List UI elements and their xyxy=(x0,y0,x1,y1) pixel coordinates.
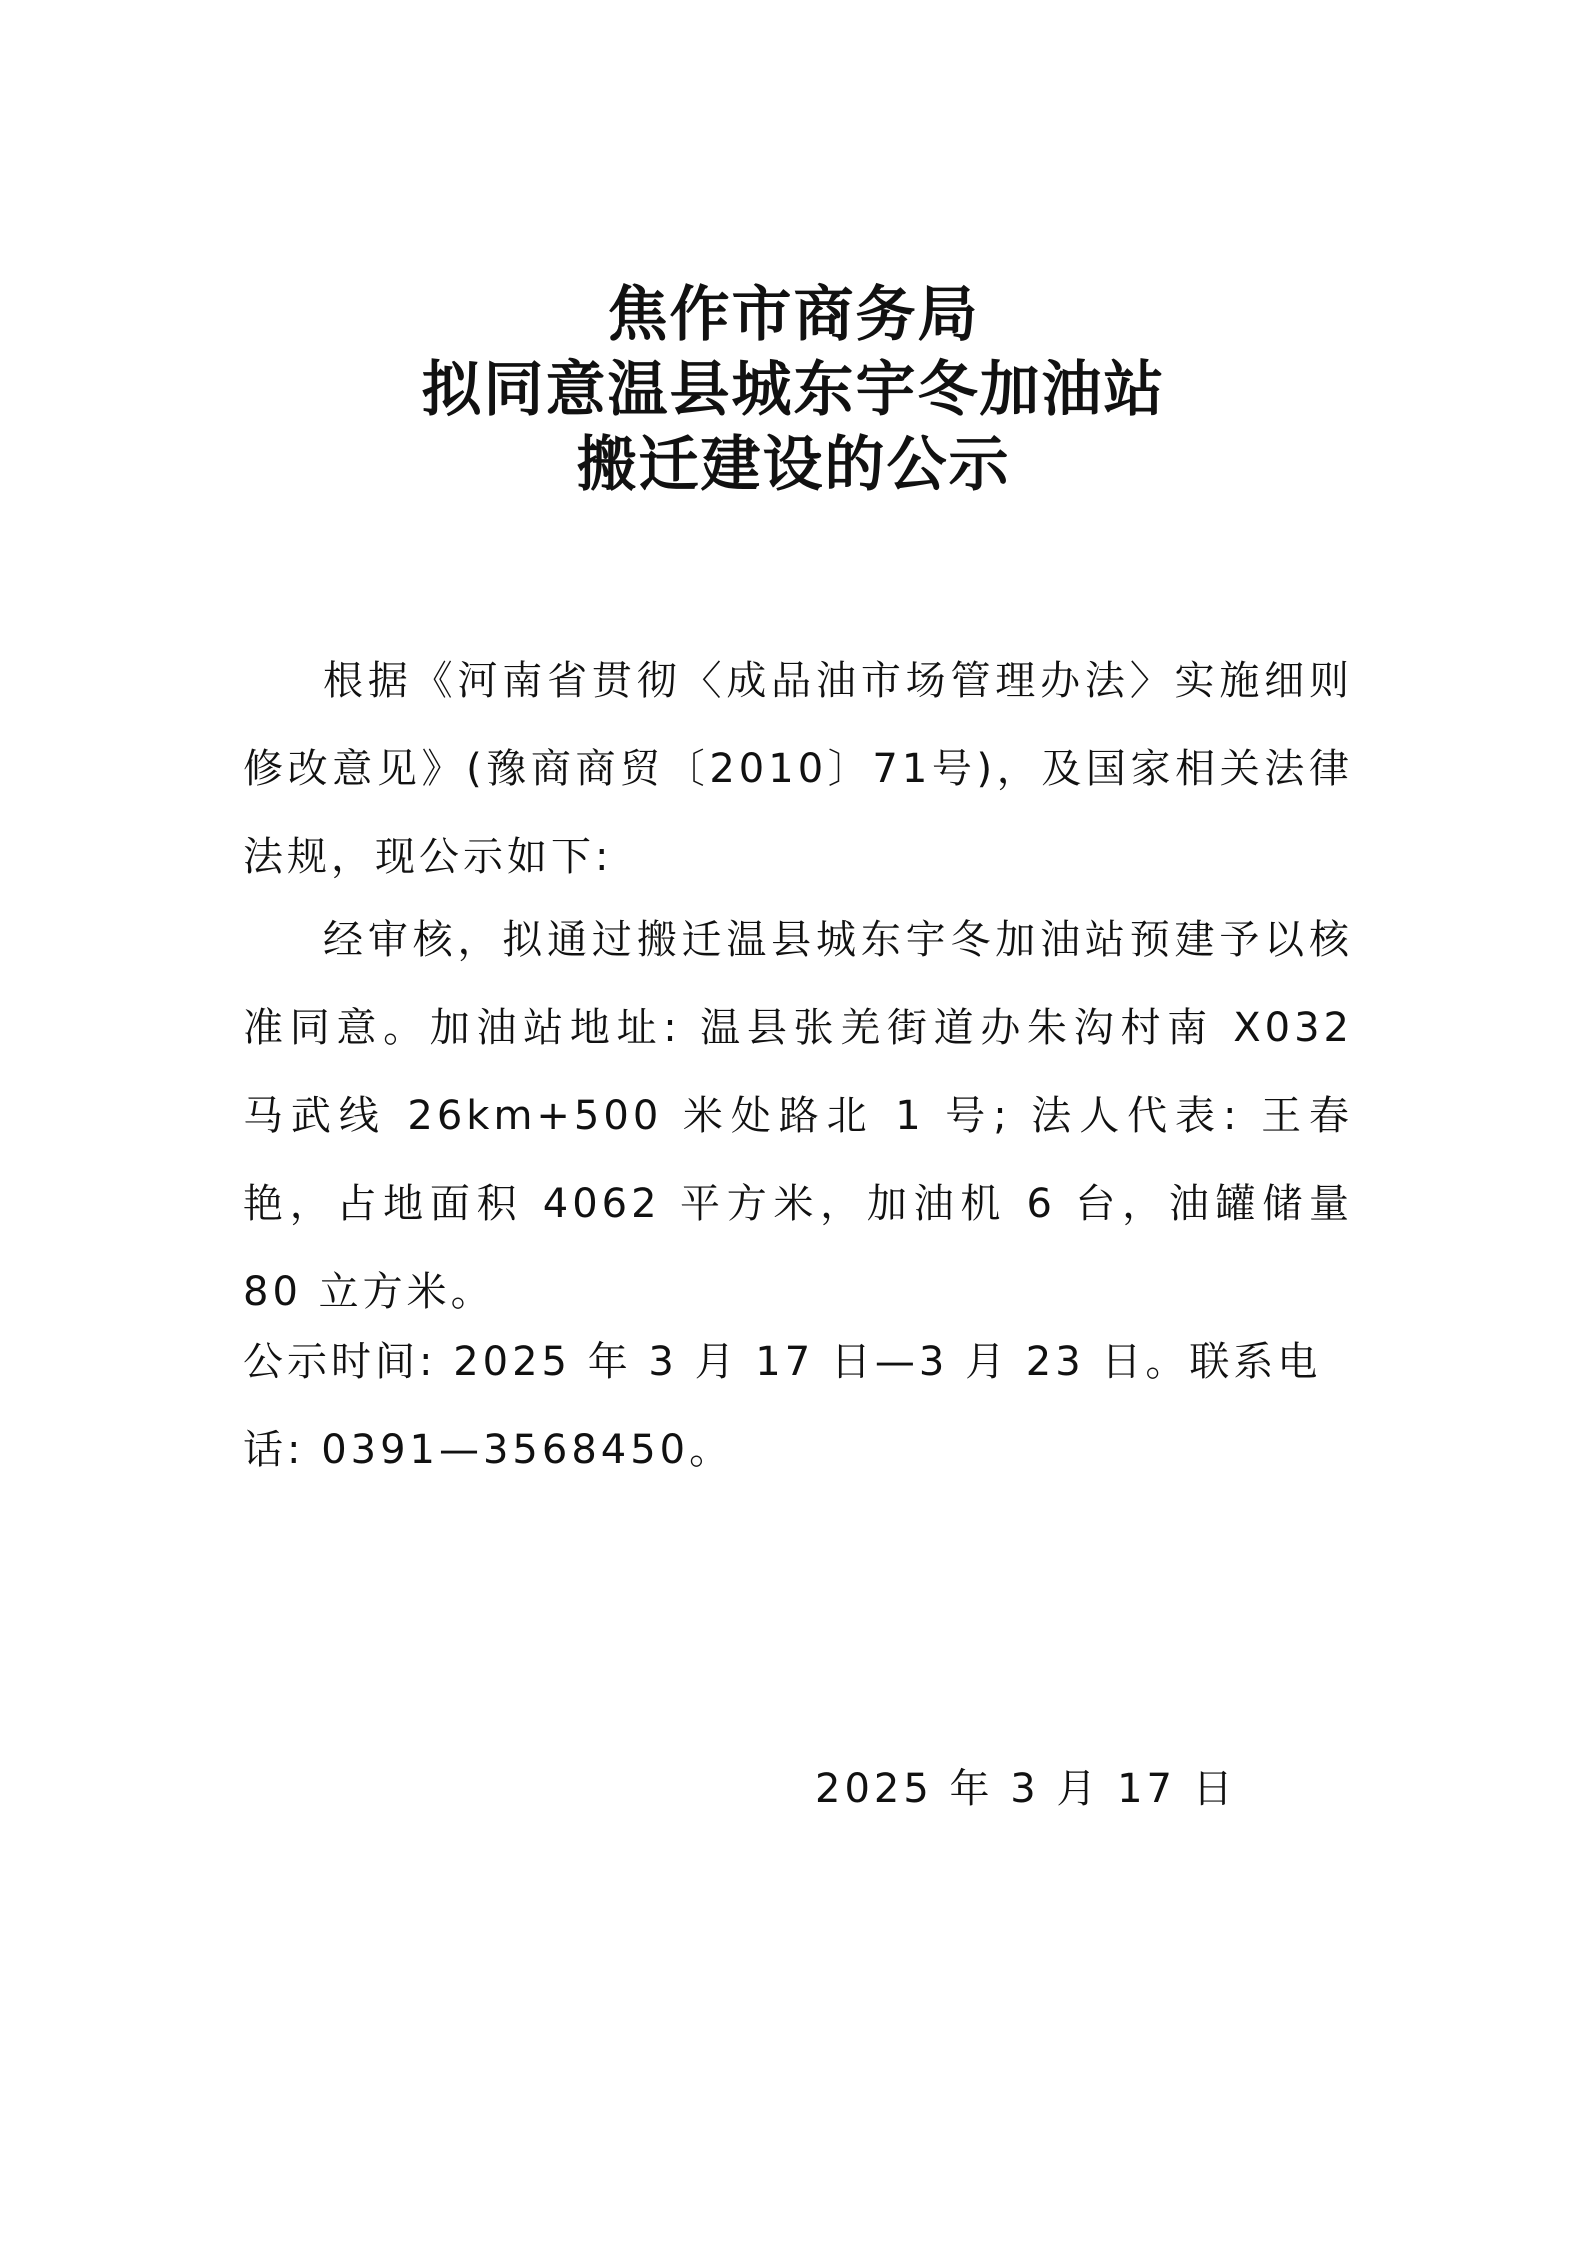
signature-date: 2025 年 3 月 17 日 xyxy=(815,1766,1237,1812)
paragraph-legal-basis xyxy=(243,637,1353,901)
title-line-subject: 拟同意温县城东宇冬加油站 xyxy=(421,355,1166,425)
paragraph-legal-basis-text: 根据《河南省贯彻〈成品油市场管理办法〉实施细则修改意见》(豫商商贸〔2010〕71号)，及国家相关法律法规，现公示如下: xyxy=(243,658,1353,880)
title-line-notice: 搬迁建设的公示 xyxy=(576,430,1011,500)
title-line-issuer: 焦作市商务局 xyxy=(607,280,980,350)
paragraph-approval-details xyxy=(243,896,1353,1336)
notice-period-contact: 公示时间: 2025 年 3 月 17 日—3 月 23 日。联系电话: 0391—3568450。 xyxy=(243,1339,1322,1473)
document-title xyxy=(0,278,1587,503)
paragraph-approval-details-text: 经审核，拟通过搬迁温县城东宇冬加油站预建予以核准同意。加油站地址: 温县张羌街道办朱沟村南 X032 马武线 26km+500 米处路北 1 号; 法人代表: 王春艳，占地面积 4062 平方米，加油机 6 台，油罐储量 80 立方米。 xyxy=(243,917,1353,1315)
